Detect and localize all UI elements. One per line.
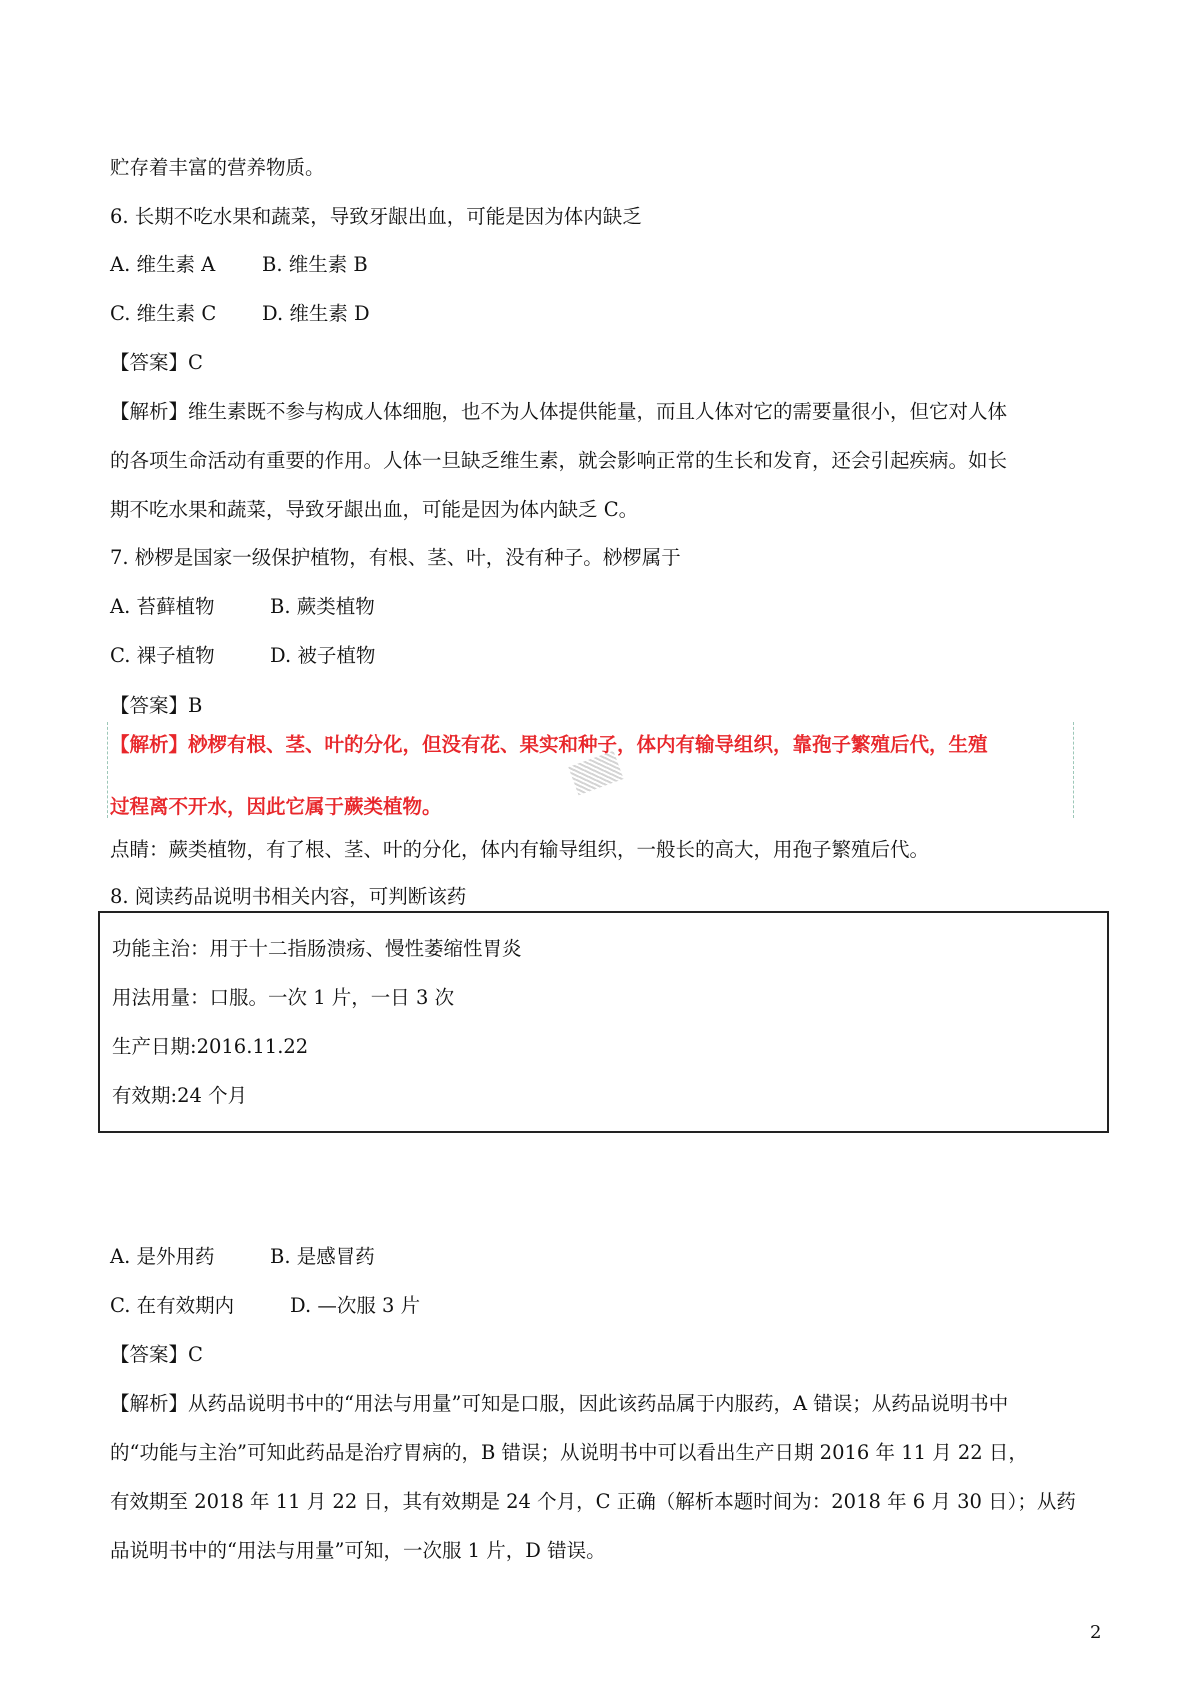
- question-stem: 6. 长期不吃水果和蔬菜，导致牙龈出血，可能是因为体内缺乏: [110, 205, 642, 228]
- option-c: C. 在有效期内: [110, 1294, 235, 1317]
- highlighted-analysis-line: 过程离不开水，因此它属于蕨类植物。: [110, 795, 442, 818]
- answer-label: 【答案】C: [110, 1343, 203, 1366]
- option-d: D. 被子植物: [270, 644, 376, 667]
- analysis-line: 期不吃水果和蔬菜，导致牙龈出血，可能是因为体内缺乏 C。: [110, 498, 639, 521]
- box-line: 用法用量：口服。一次 1 片，一日 3 次: [112, 986, 455, 1009]
- option-b: B. 是感冒药: [270, 1245, 375, 1268]
- question-stem: 7. 桫椤是国家一级保护植物，有根、茎、叶，没有种子。桫椤属于: [110, 546, 681, 569]
- highlighted-analysis-line: 【解析】桫椤有根、茎、叶的分化，但没有花、果实和种子，体内有输导组织，靠孢子繁殖后代，生殖: [110, 733, 988, 756]
- question-stem: 8. 阅读药品说明书相关内容，可判断该药: [110, 885, 467, 908]
- option-d: D. 维生素 D: [262, 302, 370, 325]
- option-a: A. 是外用药: [110, 1245, 215, 1268]
- option-c: C. 裸子植物: [110, 644, 215, 667]
- analysis-line: 品说明书中的“用法与用量”可知，一次服 1 片，D 错误。: [110, 1539, 606, 1562]
- page-number: 2: [1090, 1622, 1102, 1643]
- box-line: 功能主治：用于十二指肠溃疡、慢性萎缩性胃炎: [112, 937, 522, 960]
- analysis-line: 的各项生命活动有重要的作用。人体一旦缺乏维生素，就会影响正常的生长和发育，还会引起疾病。如长: [110, 449, 1008, 472]
- answer-label: 【答案】B: [110, 694, 203, 717]
- option-c: C. 维生素 C: [110, 302, 217, 325]
- option-a: A. 苔藓植物: [110, 595, 215, 618]
- option-d: D. —次服 3 片: [290, 1294, 421, 1317]
- option-b: B. 蕨类植物: [270, 595, 375, 618]
- intro-text: 贮存着丰富的营养物质。: [110, 156, 325, 179]
- tip-text: 点睛：蕨类植物，有了根、茎、叶的分化，体内有输导组织，一般长的高大，用孢子繁殖后代。: [110, 838, 930, 861]
- medicine-label-box: [98, 911, 1109, 1133]
- option-a: A. 维生素 A: [110, 253, 216, 276]
- analysis-line: 的“功能与主治”可知此药品是治疗胃病的，B 错误；从说明书中可以看出生产日期 2016 年 11 月 22 日，: [110, 1441, 1028, 1464]
- box-line: 有效期:24 个月: [112, 1084, 248, 1107]
- box-line: 生产日期:2016.11.22: [112, 1035, 309, 1058]
- analysis-line: 有效期至 2018 年 11 月 22 日，其有效期是 24 个月，C 正确（解析本题时间为：2018 年 6 月 30 日）；从药: [110, 1490, 1076, 1513]
- option-b: B. 维生素 B: [262, 253, 368, 276]
- analysis-line: 【解析】从药品说明书中的“用法与用量”可知是口服，因此该药品属于内服药，A 错误；从药品说明书中: [110, 1392, 1009, 1415]
- analysis-line: 【解析】维生素既不参与构成人体细胞，也不为人体提供能量，而且人体对它的需要量很小，但它对人体: [110, 400, 1008, 423]
- answer-label: 【答案】C: [110, 351, 203, 374]
